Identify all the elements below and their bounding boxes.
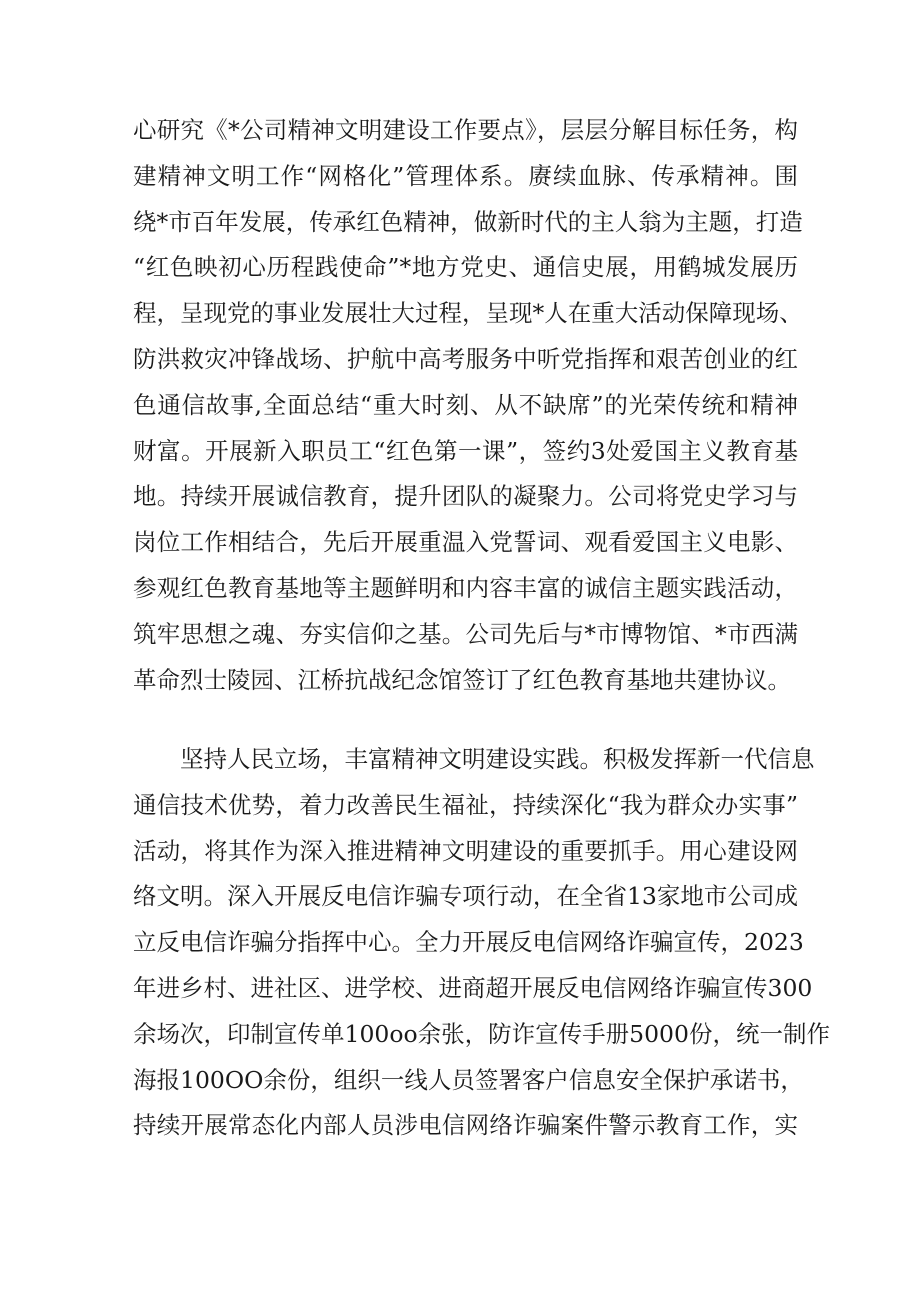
text-line: 建精神文明工作“网格化”管理体系。赓续血脉、传承精神。围	[133, 161, 798, 190]
text-line: 持续开展常态化内部人员涉电信网络诈骗案件警示教育工作，实	[133, 1111, 798, 1140]
text-line: 防洪救灾冲锋战场、护航中高考服务中听党指挥和艰苦创业的红	[133, 344, 798, 373]
text-line: 程，呈现党的事业发展壮大过程，呈现*人在重大活动保障现场、	[133, 299, 803, 328]
text-line: 海报100OO余份，组织一线人员签署客户信息安全保护承诺书，	[133, 1065, 804, 1094]
text-line: 活动，将其作为深入推进精神文明建设的重要抓手。用心建设网	[133, 836, 798, 865]
text-line: 参观红色教育基地等主题鲜明和内容丰富的诚信主题实践活动，	[133, 573, 798, 602]
text-line: 立反电信诈骗分指挥中心。全力开展反电信网络诈骗宣传，2023	[133, 928, 804, 957]
text-line: “红色映初心历程践使命”*地方党史、通信史展，用鹤城发展历	[133, 253, 798, 282]
text-line: 地。持续开展诚信教育，提升团队的凝聚力。公司将党史学习与	[133, 482, 798, 511]
text-line: 绕*市百年发展，传承红色精神，做新时代的主人翁为主题，打造	[133, 207, 803, 236]
text-line: 通信技术优势，着力改善民生福祉，持续深化“我为群众办实事”	[133, 790, 798, 819]
paragraph-2	[133, 737, 830, 1149]
text-line: 岗位工作相结合，先后开展重温入党誓词、观看爱国主义电影、	[133, 528, 798, 557]
text-line: 财富。开展新入职员工“红色第一课”，签约3处爱国主义教育基	[133, 436, 798, 465]
text-line: 色通信故事,全面总结“重大时刻、从不缺席”的光荣传统和精神	[133, 390, 798, 419]
paragraph-1	[133, 108, 803, 703]
text-line: 筑牢思想之魂、夯实信仰之基。公司先后与*市博物馆、*市西满	[133, 619, 798, 648]
text-line: 年进乡村、进社区、进学校、进商超开展反电信网络诈骗宣传300	[133, 973, 813, 1002]
text-line: 革命烈士陵园、江桥抗战纪念馆签订了红色教育基地共建协议。	[133, 665, 791, 694]
text-line: 心研究《*公司精神文明建设工作要点》，层层分解目标任务，构	[133, 116, 798, 144]
text-line: 络文明。深入开展反电信诈骗专项行动，在全省13家地市公司成	[133, 882, 798, 911]
text-line: 余场次，印制宣传单100oo余张，防诈宣传手册5000份，统一制作	[133, 1019, 830, 1048]
text-line: 坚持人民立场，丰富精神文明建设实践。积极发挥新一代信息	[180, 745, 815, 773]
